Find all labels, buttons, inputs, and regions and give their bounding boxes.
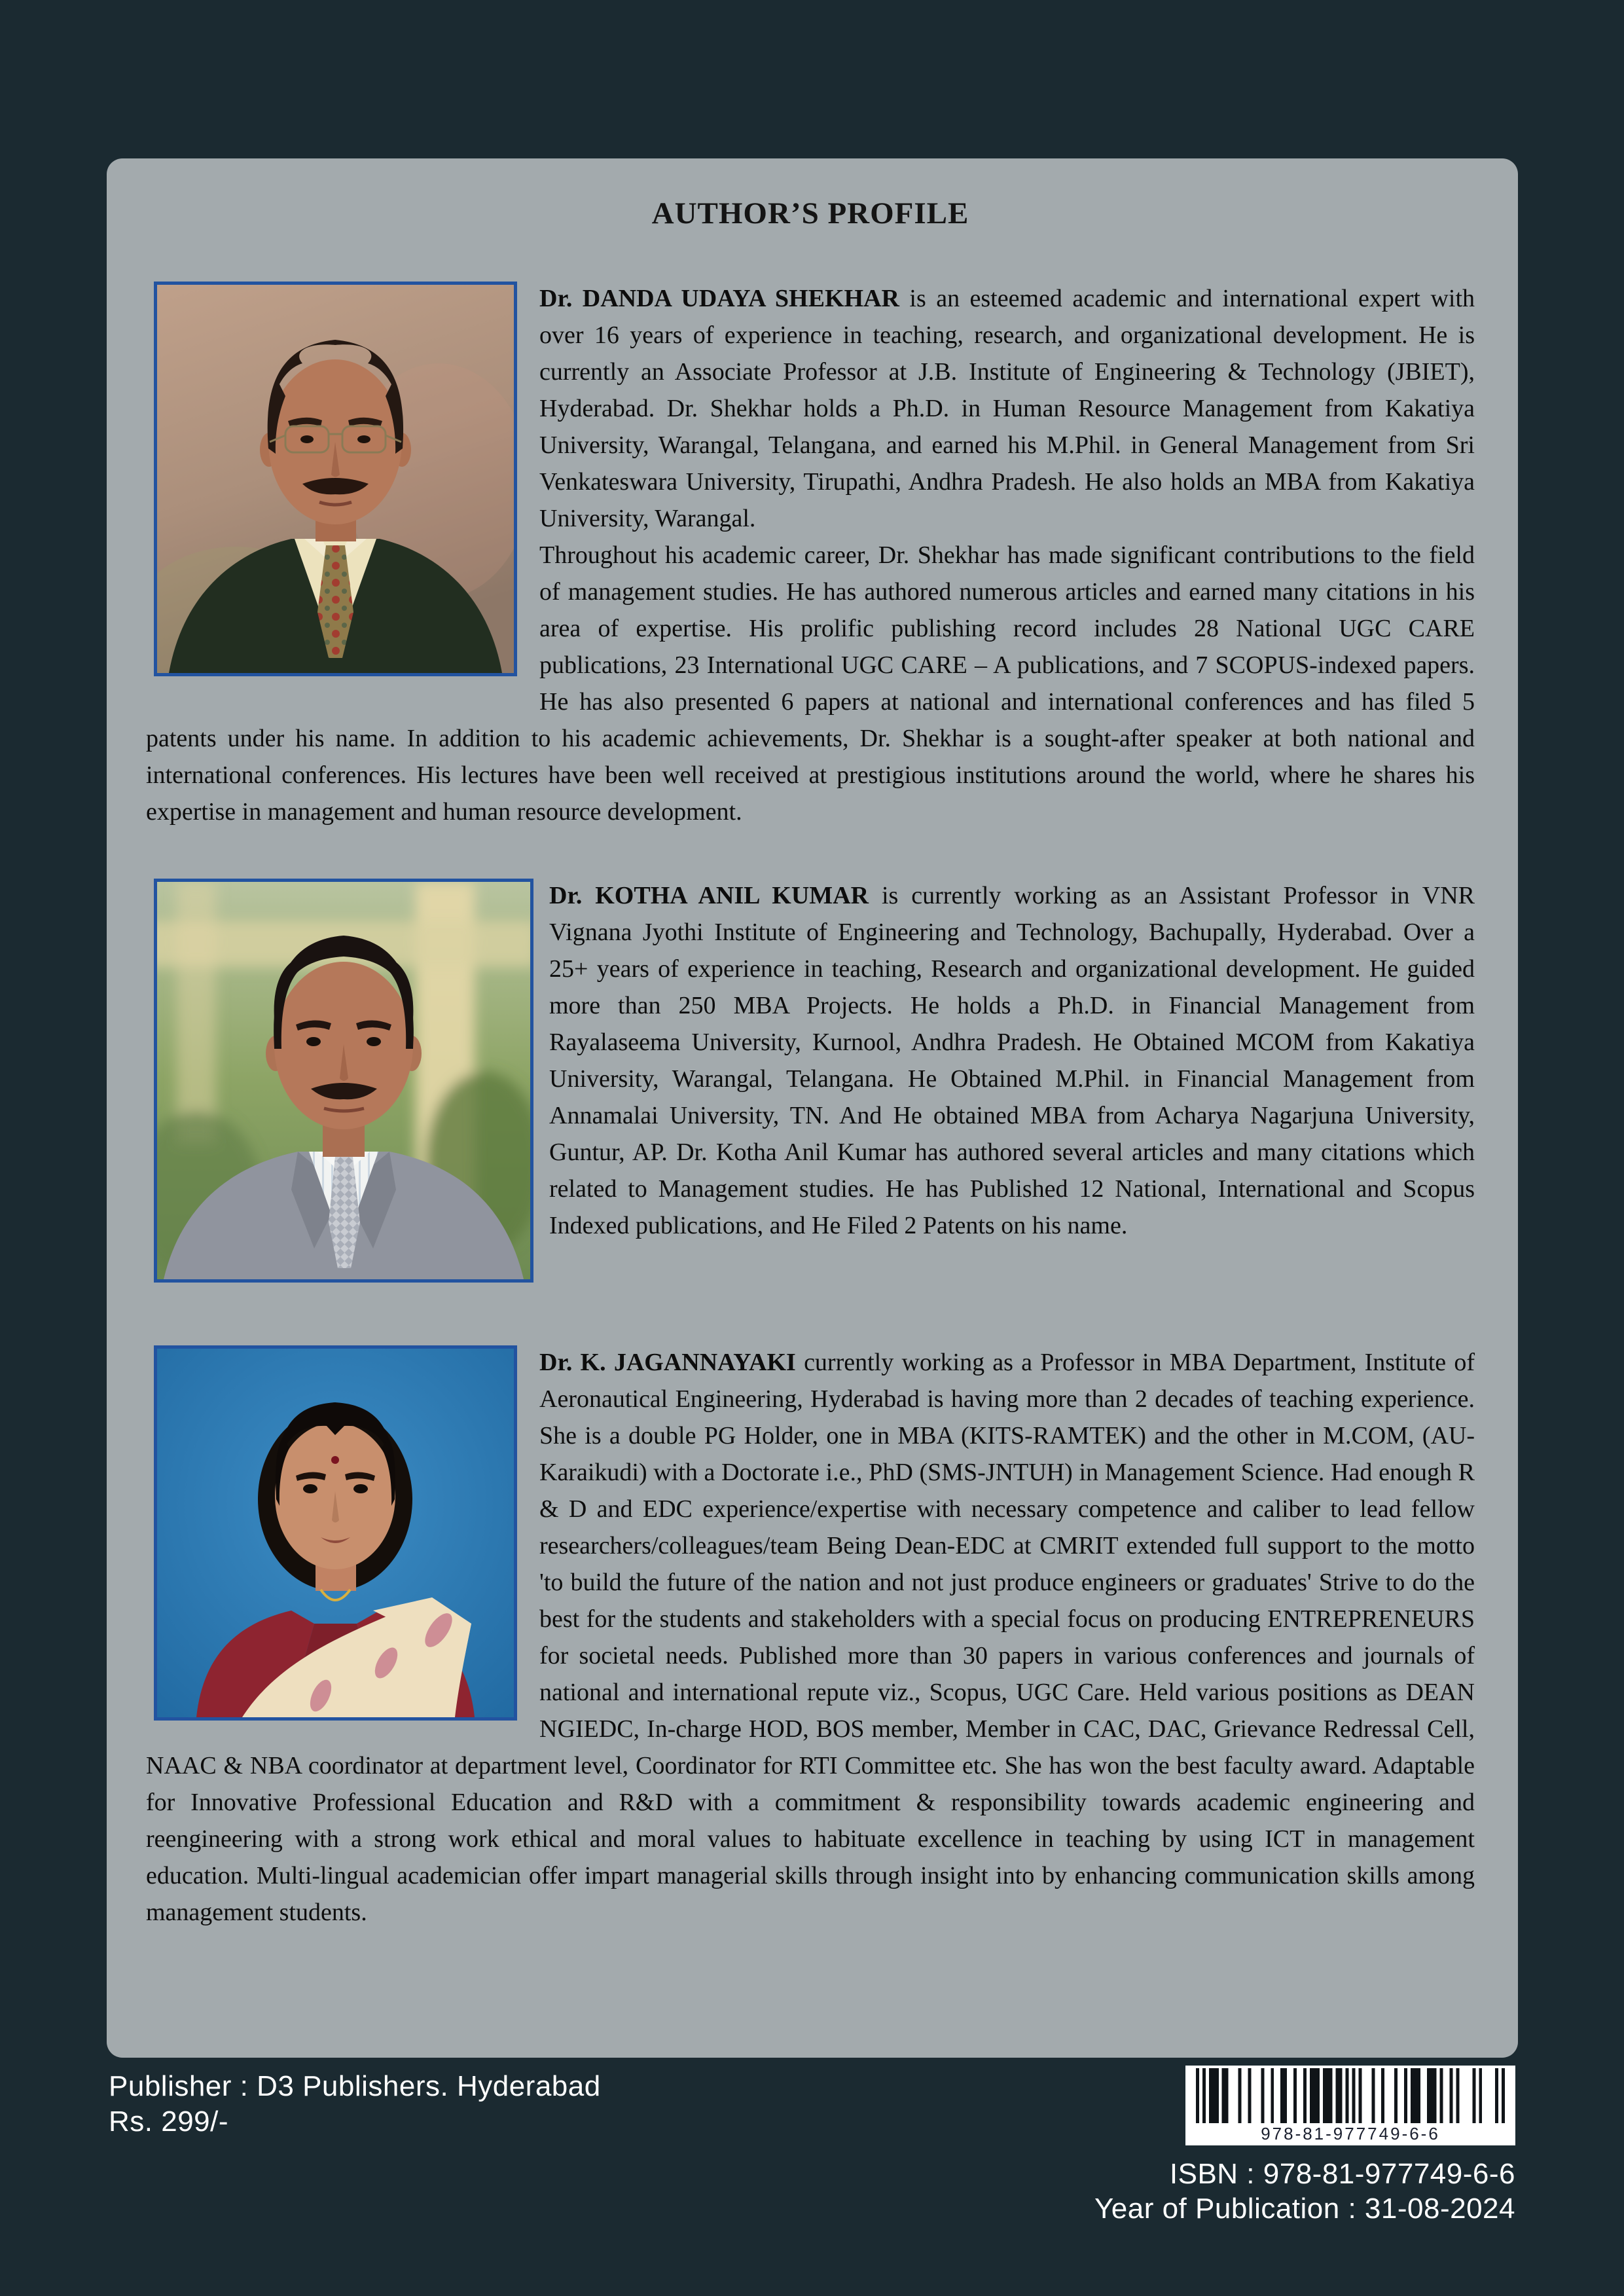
- publication-year-text: Year of Publication : 31-08-2024: [1094, 2193, 1515, 2225]
- author-section-2: [146, 877, 1475, 1292]
- publisher-block: [109, 2069, 601, 2140]
- author-name-1: Dr. DANDA UDAYA SHEKHAR: [539, 285, 899, 313]
- author-bio-1-intro: is an esteemed academic and international expert with over 16 years of experience in teaching, research, and organizational development. He is currently an Associate Professor at J.B. Institute of Engineering & Technology (JBIET), Hyderabad. Dr. Shekhar holds a Ph.D. in Human Resource Management from Kakatiya University, Warangal, Telangana, and earned his M.Phil. in General Management from Sri Venkateswara University, Tirupathi, Andhra Pradesh. He also holds an MBA from Kakatiya University, Warangal.: [539, 285, 1475, 533]
- author-bio-2-intro: is currently working as an Assistant Professor in VNR Vignana Jyothi Institute of Engineering and Technology, Bachupally, Hyderabad. Over a 25+ years of experience in teaching, Research and organizational development. He guided more than 250 MBA Projects. He holds a Ph.D. in Financial Management from Rayalaseema University, Kurnool, Andhra Pradesh. He Obtained MCOM from Kakatiya University, Warangal, Telangana. He Obtained M.Phil. in Financial Management from Annamalai University, TN. And He obtained MBA from Acharya Nagarjuna University, Guntur, AP. Dr. Kotha Anil Kumar has authored several articles and many citations which related to Management studies. He has Published 12 National, International and Scopus Indexed publications, and He Filed 2 Patents on his name.: [549, 882, 1475, 1240]
- author-section-1: [146, 280, 1475, 830]
- author-name-2: Dr. KOTHA ANIL KUMAR: [549, 882, 869, 910]
- authors-profile-panel: [107, 158, 1518, 2058]
- author-name-3: Dr. K. JAGANNAYAKI: [539, 1349, 796, 1377]
- price-line: Rs. 299/-: [109, 2105, 229, 2138]
- portrait-man-gray-suit-illustration: [157, 882, 530, 1279]
- isbn-barcode: [1185, 2066, 1515, 2145]
- portrait-woman-saree-illustration: [157, 1349, 514, 1717]
- author-photo-3: [154, 1345, 517, 1721]
- barcode-bars: [1196, 2068, 1505, 2123]
- author-section-3: [146, 1344, 1475, 1931]
- page-title: AUTHOR’S PROFILE: [651, 196, 969, 230]
- author-bio-3-intro: currently working as a Professor in MBA Department, Institute of Aeronautical Engineering, Hyderabad is having more than 2 decades of teaching experience. She is a double PG Holder, one in MBA (KITS-RAMTEK) and the other in M.COM, (AU-Karaikudi) with a Doctorate i.e., PhD (SMS-JNTUH) in Management Science. Had enough R & D and EDC experience/expertise with necessary competence and caliber to lead fellow researchers/colleagues/team Being Dean-EDC at CMRIT extended full support to the motto 'to build the future of the nation and not just produce engineers or graduates' Strive to do the best for the students and stakeholders with a special focus on producing ENTREPRENEURS for societal needs. Published more than 30 papers in various conferences and journals of national and international repute viz., Scopus, UGC Care. Held various positions as DEAN NGIEDC, In-charge HOD, BOS member, Member in CAC, DAC, Grievance Redressal Cell, NAAC & NBA coordinator at department level, Coordinator for RTI Committee etc. She has won the best faculty award. Adaptable for Innovative Professional Education and R&D with a commitment & responsibility towards academic engineering and reengineering with a strong work ethical and moral values to habituate excellence in teaching by using ICT in management education. Multi-lingual academician offer impart managerial skills through insight into by enhancing communication skills among management students.: [146, 1349, 1475, 1927]
- publisher-line: Publisher : D3 Publishers. Hyderabad: [109, 2070, 601, 2102]
- barcode-number: 978-81-977749-6-6: [1261, 2124, 1440, 2143]
- portrait-man-suit-glasses-illustration: [157, 285, 514, 673]
- author-bio-1-paragraph-2: Throughout his academic career, Dr. Shekhar has made significant contributions to the field of management studies. He has authored numerous articles and earned many citations in his area of expertise. His prolific publishing record includes 28 National UGC CARE publications, 23 International UGC CARE – A publications, and 7 SCOPUS-indexed papers. He has also presented 6 papers at national and international conferences and has filed 5 patents under his name. In addition to his academic achievements, Dr. Shekhar is a sought-after speaker at both national and international conferences. His lectures have been well received at prestigious institutions around the world, where he shares his expertise in management and human resource development.: [146, 541, 1475, 826]
- isbn-text: ISBN : 978-81-977749-6-6: [1169, 2158, 1515, 2190]
- author-photo-1: [154, 282, 517, 676]
- author-photo-2: [154, 879, 533, 1283]
